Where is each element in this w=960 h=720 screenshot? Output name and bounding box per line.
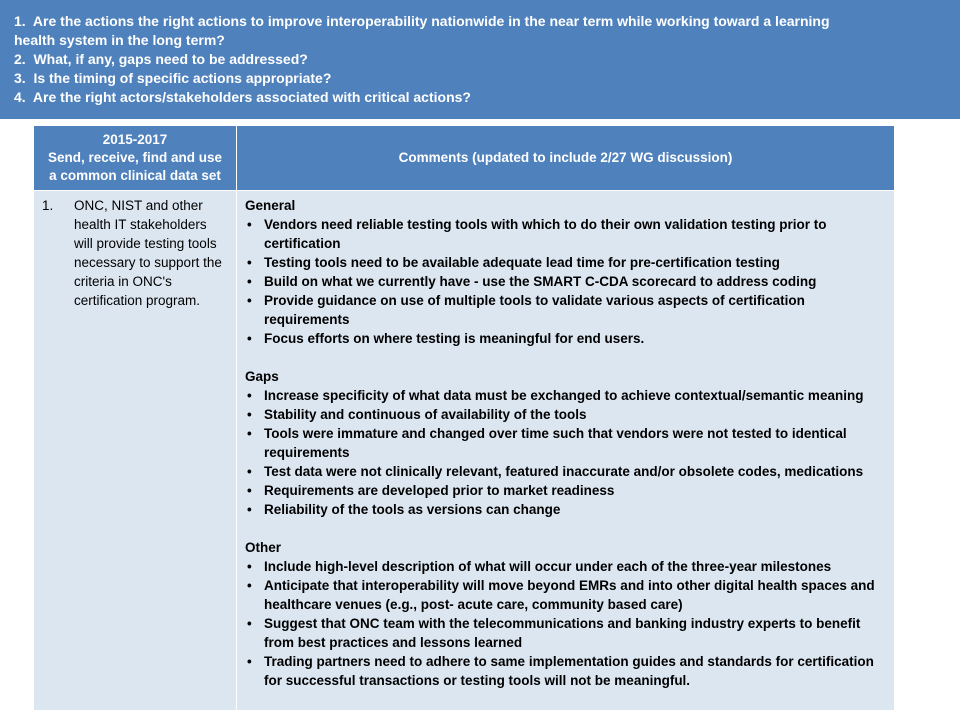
comments-table (33, 125, 895, 711)
header-comments: Comments (updated to include 2/27 WG discussion) (237, 126, 895, 191)
bullet-icon: • (247, 654, 252, 669)
bullet-text: Suggest that ONC team with the telecommunications and banking industry experts to benefit from best practices and lessons learned (264, 616, 861, 650)
question-line-4: 4. Are the right actors/stakeholders associated with critical actions? (14, 89, 471, 105)
list-item (245, 500, 886, 519)
bullet-icon: • (247, 388, 252, 403)
list-item (245, 329, 886, 348)
bullet-icon: • (247, 274, 252, 289)
bullet-text: Build on what we currently have - use the SMART C-CDA scorecard to address coding (264, 274, 817, 289)
list-item (245, 576, 886, 614)
action-item (42, 196, 228, 310)
list-item (245, 614, 886, 652)
bullet-icon: • (247, 502, 252, 517)
bullet-text: Stability and continuous of availability of the tools (264, 407, 587, 422)
comments-cell (237, 191, 895, 711)
bullet-text: Tools were immature and changed over time such that vendors were not tested to identical requirements (264, 426, 847, 460)
section-spacer (245, 348, 886, 367)
bullet-icon: • (247, 255, 252, 270)
bullet-icon: • (247, 483, 252, 498)
list-item (245, 386, 886, 405)
bullet-text: Provide guidance on use of multiple tools to validate various aspects of certification requirements (264, 293, 805, 327)
bullet-icon: • (247, 616, 252, 631)
list-item (245, 405, 886, 424)
question-line-3: 3. Is the timing of specific actions appropriate? (14, 70, 332, 86)
questions-banner (0, 0, 960, 119)
action-cell (34, 191, 237, 711)
bullet-icon: • (247, 293, 252, 308)
action-number: 1. (42, 198, 54, 213)
table-header-row (34, 126, 895, 191)
section-title-other: Other (245, 540, 282, 555)
bullet-text: Increase specificity of what data must be exchanged to achieve contextual/semantic meaning (264, 388, 864, 403)
section-title-general: General (245, 198, 296, 213)
bullet-text: Reliability of the tools as versions can change (264, 502, 561, 517)
bullet-icon: • (247, 426, 252, 441)
list-item (245, 272, 886, 291)
list-item (245, 215, 886, 253)
bullet-text: Anticipate that interoperability will move beyond EMRs and into other digital health spaces and healthcare venues (e.g., post- acute care, community based care) (264, 578, 875, 612)
action-text: ONC, NIST and other health IT stakeholders will provide testing tools necessary to support the criteria in ONC's certification program. (74, 198, 222, 308)
bullet-icon: • (247, 217, 252, 232)
section-title-gaps: Gaps (245, 369, 279, 384)
list-item (245, 462, 886, 481)
question-line-2: 2. What, if any, gaps need to be addressed? (14, 51, 308, 67)
section-spacer (245, 519, 886, 538)
bullet-icon: • (247, 407, 252, 422)
list-item (245, 424, 886, 462)
list-item (245, 652, 886, 690)
list-item (245, 481, 886, 500)
question-line-1-cont: health system in the long term? (14, 32, 225, 48)
bullet-icon: • (247, 559, 252, 574)
bullet-text: Include high-level description of what will occur under each of the three-year milestones (264, 559, 832, 574)
bullet-icon: • (247, 331, 252, 346)
bullet-text: Test data were not clinically relevant, featured inaccurate and/or obsolete codes, medications (264, 464, 864, 479)
table-row (34, 191, 895, 711)
bullet-text: Testing tools need to be available adequate lead time for pre-certification testing (264, 255, 780, 270)
list-item (245, 253, 886, 272)
bullet-icon: • (247, 578, 252, 593)
comment-sections (245, 196, 886, 690)
bullet-text: Trading partners need to adhere to same implementation guides and standards for certification for successful transactions or testing tools will not be meaningful. (264, 654, 874, 688)
bullet-text: Focus efforts on where testing is meaningful for end users. (264, 331, 645, 346)
bullet-icon: • (247, 464, 252, 479)
list-item (245, 291, 886, 329)
bullet-text: Vendors need reliable testing tools with which to do their own validation testing prior to certification (264, 217, 827, 251)
header-timeframe (34, 126, 237, 191)
bullet-text: Requirements are developed prior to market readiness (264, 483, 615, 498)
question-line-1: 1. Are the actions the right actions to improve interoperability nationwide in the near term while working toward a learning (14, 13, 830, 29)
header-timeframe-text: 2015-2017 Send, receive, find and use a common clinical data set (47, 132, 223, 183)
list-item (245, 557, 886, 576)
